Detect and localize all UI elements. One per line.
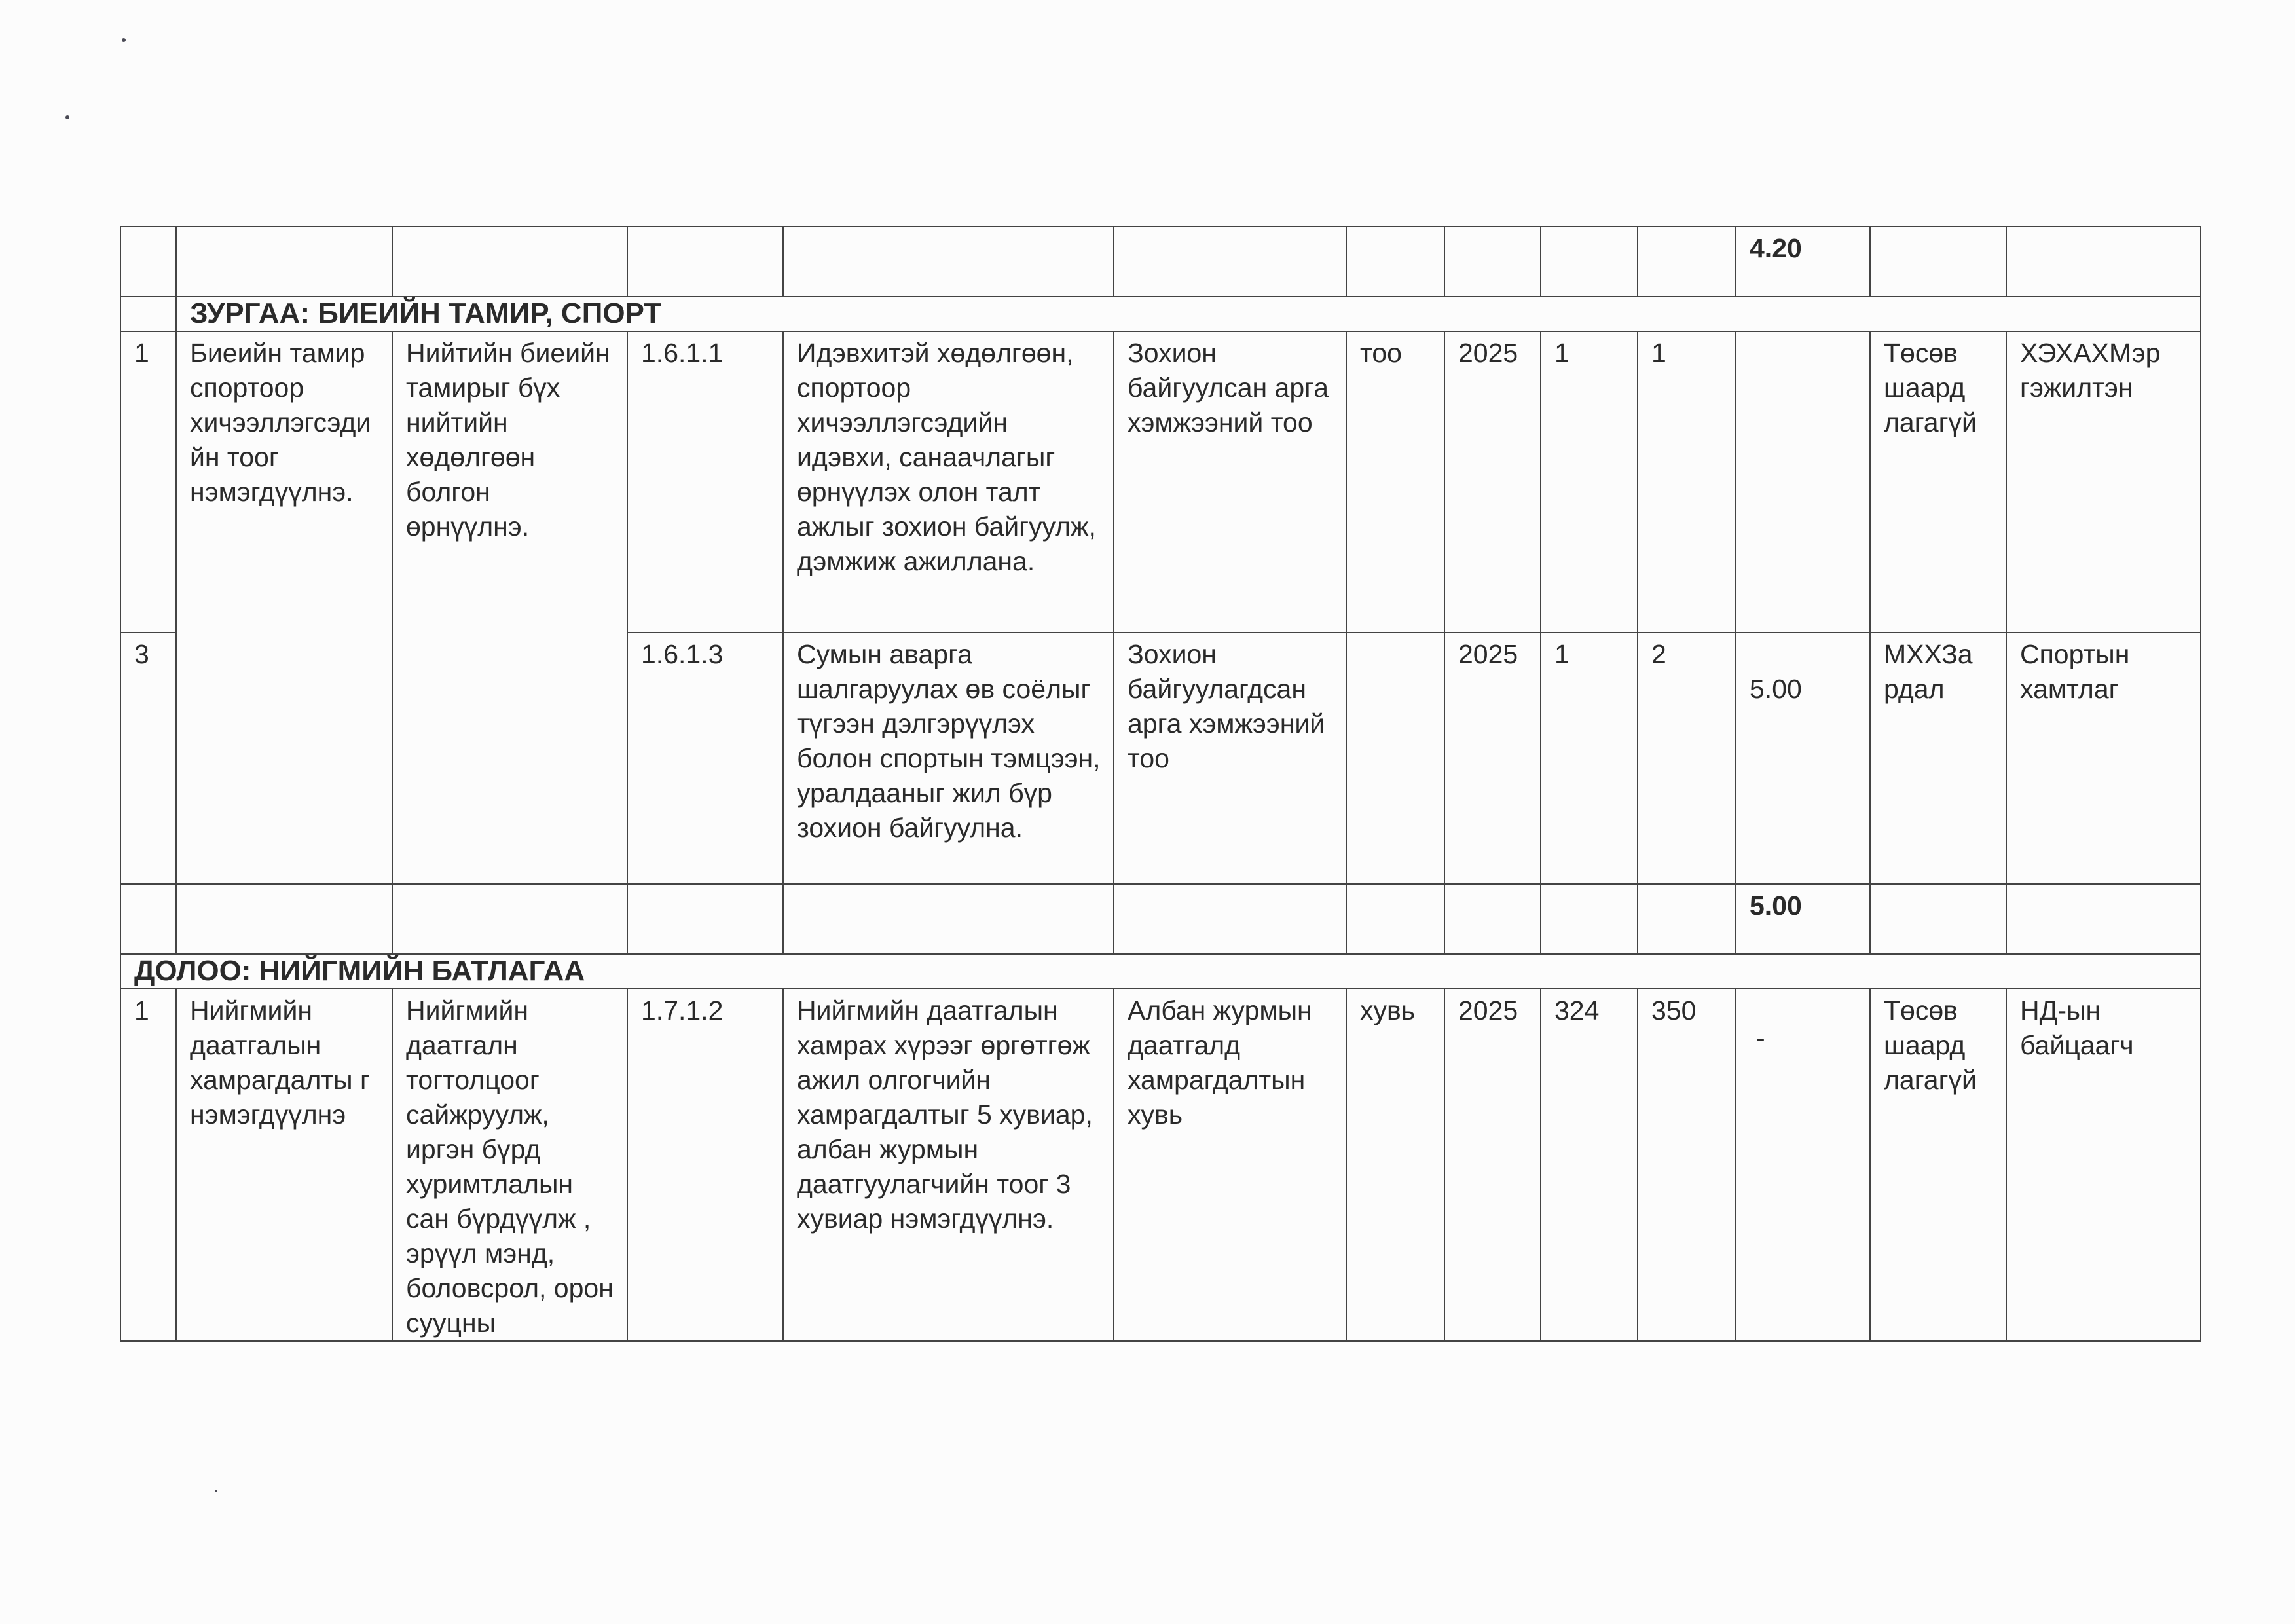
indicator-text: Зохион байгуулсан арга хэмжээний тоо [1114, 331, 1346, 633]
activity-text: Нийгмийн даатгалын хамрах хүрээг өргөтгөж ажил олгогчийн хамрагдалтыг 5 хувиар, албан журмын даатгуулагчийн тоог 3 хувиар нэмэгдүүлнэ. [783, 989, 1114, 1341]
previous-section-total-row [120, 227, 2201, 297]
section-header-row [120, 297, 2201, 331]
section-total-row [120, 884, 2201, 954]
unit-cell [1346, 633, 1444, 884]
previous-total-value: 4.20 [1736, 227, 1870, 297]
table-row [120, 331, 2201, 633]
section-header-row [120, 954, 2201, 989]
funding-source-cell: Төсөв шаард лагагүй [1870, 331, 2006, 633]
budget-cell [1736, 633, 1870, 884]
scan-speck [215, 1490, 217, 1492]
budget-cell [1736, 331, 1870, 633]
activity-code: 1.7.1.2 [627, 989, 783, 1341]
baseline-cell: 1 [1541, 633, 1638, 884]
year-cell: 2025 [1444, 989, 1541, 1341]
year-cell: 2025 [1444, 331, 1541, 633]
objective-cell: Нийтийн биеийн тамирыг бүх нийтийн хөдөлгөөн болгон өрнүүлнэ. [392, 331, 627, 884]
row-number: 1 [120, 331, 176, 633]
section-title: ДОЛОО: НИЙГМИЙН БАТЛАГАА [120, 954, 2201, 989]
funding-source-cell: Төсөв шаард лагагүй [1870, 989, 2006, 1341]
activity-text: Идэвхитэй хөдөлгөөн, спортоор хичээллэгсэдийн идэвхи, санаачлагыг өрнүүлэх олон талт ажлыг зохион байгуулж, дэмжиж ажиллана. [783, 331, 1114, 633]
target-cell: 2 [1638, 633, 1736, 884]
activity-code: 1.6.1.3 [627, 633, 783, 884]
baseline-cell: 1 [1541, 331, 1638, 633]
objective-cell: Нийгмийн даатгалн тогтолцоог сайжруулж, иргэн бүрд хуримтлалын сан бүрдүүлж , эрүүл мэнд, боловсрол, орон сууцны [392, 989, 627, 1341]
table-row [120, 989, 2201, 1341]
responsible-cell: Спортын хамтлаг [2006, 633, 2201, 884]
action-plan-table [120, 226, 2201, 1342]
scan-speck [122, 38, 126, 42]
baseline-cell: 324 [1541, 989, 1638, 1341]
indicator-text: Албан журмын даатгалд хамрагдалтын хувь [1114, 989, 1346, 1341]
budget-value: 5.00 [1750, 674, 1802, 704]
goal-cell: Биеийн тамир спортоор хичээллэгсэдийн тоог нэмэгдүүлнэ. [176, 331, 392, 884]
target-cell: 350 [1638, 989, 1736, 1341]
year-cell: 2025 [1444, 633, 1541, 884]
scan-speck [65, 115, 69, 119]
row-number: 1 [120, 989, 176, 1341]
section-total-value: 5.00 [1736, 884, 1870, 954]
budget-value: - [1756, 1023, 1765, 1053]
unit-cell: хувь [1346, 989, 1444, 1341]
activity-text: Сумын аварга шалгаруулах өв соёлыг түгээн дэлгэрүүлэх болон спортын тэмцээн, уралдааныг жил бүр зохион байгуулна. [783, 633, 1114, 884]
section-title: ЗУРГАА: БИЕИЙН ТАМИР, СПОРТ [176, 297, 2201, 331]
budget-cell [1736, 989, 1870, 1341]
row-number: 3 [120, 633, 176, 884]
target-cell: 1 [1638, 331, 1736, 633]
funding-source-cell: МХХЗа рдал [1870, 633, 2006, 884]
responsible-cell: НД-ын байцаагч [2006, 989, 2201, 1341]
unit-cell: тоо [1346, 331, 1444, 633]
responsible-cell: ХЭХАХМэр гэжилтэн [2006, 331, 2201, 633]
activity-code: 1.6.1.1 [627, 331, 783, 633]
indicator-text: Зохион байгуулагдсан арга хэмжээний тоо [1114, 633, 1346, 884]
goal-cell: Нийгмийн даатгалын хамрагдалты г нэмэгдүүлнэ [176, 989, 392, 1341]
